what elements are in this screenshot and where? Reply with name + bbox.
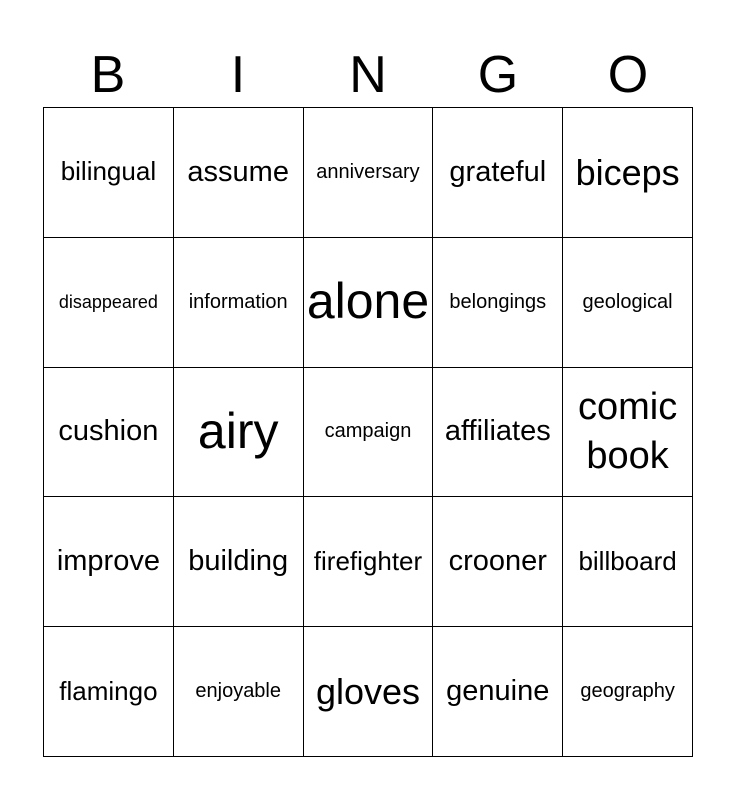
cell-word: cushion [58, 415, 159, 448]
header-letter-n: N [349, 46, 387, 104]
cell-word: assume [187, 155, 289, 188]
bingo-cell[interactable] [563, 108, 693, 238]
cell-word: bilingual [60, 156, 157, 187]
cell-word: biceps [575, 151, 680, 193]
cell-word: billboard [578, 545, 677, 576]
bingo-cell[interactable] [563, 627, 693, 757]
bingo-cell[interactable] [174, 108, 304, 238]
header-letter-b: B [90, 46, 126, 104]
bingo-header [43, 44, 693, 106]
bingo-cell[interactable] [44, 627, 174, 757]
cell-word: information [188, 290, 288, 313]
cell-word: grateful [449, 155, 547, 188]
bingo-cell[interactable] [433, 238, 563, 368]
bingo-cell[interactable] [304, 108, 434, 238]
cell-word: firefighter [313, 545, 423, 576]
bingo-cell[interactable] [563, 497, 693, 627]
bingo-cell[interactable] [174, 368, 304, 498]
bingo-cell[interactable] [174, 238, 304, 368]
cell-word: gloves [315, 670, 421, 712]
cell-word: campaign [324, 420, 412, 443]
cell-word: anniversary [316, 160, 420, 183]
bingo-cell[interactable] [44, 497, 174, 627]
bingo-cell[interactable] [433, 497, 563, 627]
header-letter-i: I [230, 46, 246, 104]
header-letter-o: O [607, 46, 649, 104]
bingo-cell[interactable] [433, 627, 563, 757]
cell-word: geography [580, 680, 675, 703]
bingo-cell[interactable] [304, 238, 434, 368]
bingo-cell[interactable] [304, 368, 434, 498]
cell-word: comic book [577, 385, 678, 477]
cell-word: crooner [448, 545, 547, 578]
cell-word: geological [582, 290, 673, 313]
cell-word: enjoyable [195, 680, 281, 703]
bingo-cell[interactable] [563, 368, 693, 498]
bingo-board [43, 107, 693, 757]
bingo-cell[interactable] [174, 627, 304, 757]
bingo-cell[interactable] [304, 497, 434, 627]
bingo-cell[interactable] [44, 108, 174, 238]
header-letter-g: G [477, 46, 519, 104]
cell-word: affiliates [444, 415, 551, 448]
bingo-cell[interactable] [304, 627, 434, 757]
cell-word: alone [306, 273, 430, 330]
cell-word: improve [56, 545, 160, 578]
cell-word: flamingo [59, 675, 158, 706]
bingo-cell[interactable] [433, 368, 563, 498]
bingo-cell[interactable] [433, 108, 563, 238]
cell-word: building [188, 545, 289, 578]
bingo-cell[interactable] [44, 368, 174, 498]
cell-word: airy [197, 403, 279, 460]
cell-word: genuine [446, 674, 550, 707]
cell-word: belongings [449, 290, 547, 313]
cell-word: disappeared [58, 291, 158, 312]
bingo-cell[interactable] [174, 497, 304, 627]
bingo-cell[interactable] [563, 238, 693, 368]
bingo-cell[interactable] [44, 238, 174, 368]
